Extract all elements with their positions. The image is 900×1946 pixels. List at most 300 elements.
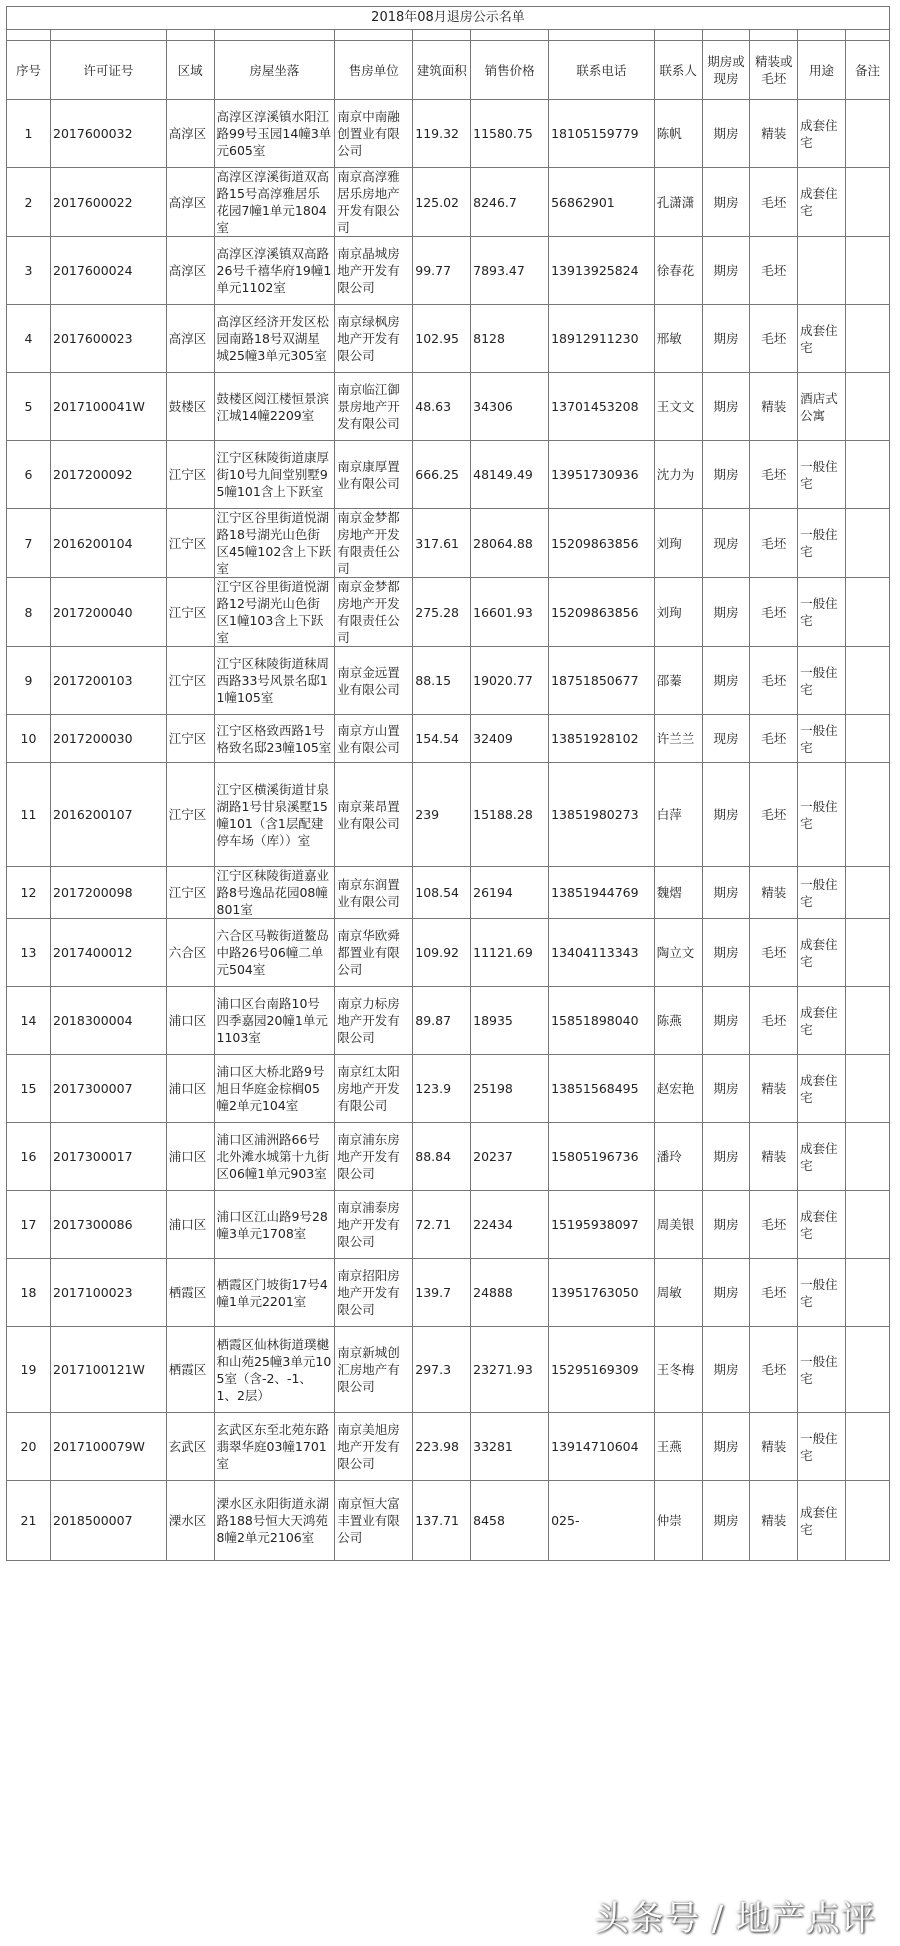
cell-area: 108.54 [413, 867, 471, 919]
cell-use: 成套住宅 [798, 100, 846, 168]
cell-permit: 2017100079W [51, 1413, 167, 1481]
cell-area: 48.63 [413, 373, 471, 441]
cell-finish: 毛坯 [750, 715, 798, 763]
cell-finish: 毛坯 [750, 441, 798, 509]
cell-no: 16 [7, 1123, 51, 1191]
cell-contact: 沈力为 [654, 441, 702, 509]
cell-finish: 毛坯 [750, 237, 798, 305]
cell-district: 栖霞区 [166, 1259, 214, 1327]
header-cell: 联系人 [654, 41, 702, 100]
cell-no: 2 [7, 168, 51, 237]
cell-note [845, 919, 889, 987]
cell-address: 溧水区永阳街道永湖路188号恒大天鸿苑8幢2单元2106室 [214, 1481, 335, 1561]
cell-seller: 南京莱昂置业有限公司 [335, 763, 413, 867]
cell-permit: 2017200098 [51, 867, 167, 919]
table-row [7, 647, 890, 715]
cell-contact: 邵蓁 [654, 647, 702, 715]
cell-district: 六合区 [166, 919, 214, 987]
cell-district: 浦口区 [166, 1055, 214, 1123]
cell-permit: 2016200104 [51, 509, 167, 578]
cell-no: 5 [7, 373, 51, 441]
cell-price: 18935 [471, 987, 549, 1055]
cell-note [845, 1481, 889, 1561]
cell-no: 11 [7, 763, 51, 867]
cell-price: 22434 [471, 1191, 549, 1259]
cell-address: 浦口区浦洲路66号北外滩水城第十九街区06幢1单元903室 [214, 1123, 335, 1191]
cell-address: 江宁区谷里街道悦湖路12号湖光山色街区1幢103含上下跃室 [214, 578, 335, 647]
cell-price: 8458 [471, 1481, 549, 1561]
cell-status: 期房 [702, 647, 750, 715]
cell-address: 浦口区大桥北路9号旭日华庭金棕榈05幢2单元104室 [214, 1055, 335, 1123]
cell-status: 期房 [702, 237, 750, 305]
cell-area: 119.32 [413, 100, 471, 168]
cell-phone: 13851568495 [549, 1055, 655, 1123]
table-row [7, 763, 890, 867]
cell-finish: 毛坯 [750, 919, 798, 987]
header-cell: 用途 [798, 41, 846, 100]
table-row [7, 168, 890, 237]
cell-no: 7 [7, 509, 51, 578]
cell-permit: 2017200030 [51, 715, 167, 763]
cell-area: 137.71 [413, 1481, 471, 1561]
cell-district: 浦口区 [166, 987, 214, 1055]
cell-finish: 毛坯 [750, 578, 798, 647]
cell-phone: 13914710604 [549, 1413, 655, 1481]
cell-seller: 南京美旭房地产开发有限公司 [335, 1413, 413, 1481]
cell-note [845, 1259, 889, 1327]
cell-no: 19 [7, 1327, 51, 1413]
cell-seller: 南京力标房地产开发有限公司 [335, 987, 413, 1055]
cell-contact: 周美银 [654, 1191, 702, 1259]
cell-district: 高淳区 [166, 168, 214, 237]
cell-address: 江宁区横溪街道甘泉湖路1号甘泉溪墅15幢101（含1层配建停车场（库））室 [214, 763, 335, 867]
cell-no: 4 [7, 305, 51, 373]
cell-seller: 南京红太阳房地产开发有限公司 [335, 1055, 413, 1123]
cell-use: 成套住宅 [798, 1191, 846, 1259]
cell-phone: 56862901 [549, 168, 655, 237]
table-row [7, 1413, 890, 1481]
cell-address: 六合区马鞍街道鳌岛中路26号06幢二单元504室 [214, 919, 335, 987]
cell-use: 一般住宅 [798, 1327, 846, 1413]
cell-status: 期房 [702, 1191, 750, 1259]
cell-address: 江宁区秣陵街道康厚街10号九间堂别墅95幢101含上下跃室 [214, 441, 335, 509]
cell-district: 高淳区 [166, 237, 214, 305]
cell-use: 成套住宅 [798, 305, 846, 373]
header-cell: 销售价格 [471, 41, 549, 100]
cell-no: 15 [7, 1055, 51, 1123]
cell-area: 88.15 [413, 647, 471, 715]
table-row [7, 715, 890, 763]
cell-no: 9 [7, 647, 51, 715]
cell-seller: 南京临江御景房地产开发有限公司 [335, 373, 413, 441]
cell-permit: 2017100023 [51, 1259, 167, 1327]
cell-finish: 毛坯 [750, 305, 798, 373]
table-row [7, 373, 890, 441]
cell-use: 成套住宅 [798, 168, 846, 237]
cell-note [845, 305, 889, 373]
table-row [7, 305, 890, 373]
cell-use: 成套住宅 [798, 1481, 846, 1561]
header-cell: 区域 [166, 41, 214, 100]
cell-status: 期房 [702, 1481, 750, 1561]
cell-phone: 15805196736 [549, 1123, 655, 1191]
cell-phone: 15195938097 [549, 1191, 655, 1259]
header-cell: 售房单位 [335, 41, 413, 100]
cell-note [845, 1413, 889, 1481]
cell-district: 江宁区 [166, 441, 214, 509]
cell-use: 成套住宅 [798, 919, 846, 987]
cell-price: 7893.47 [471, 237, 549, 305]
cell-use: 酒店式公寓 [798, 373, 846, 441]
cell-permit: 2017600024 [51, 237, 167, 305]
cell-no: 1 [7, 100, 51, 168]
cell-finish: 毛坯 [750, 509, 798, 578]
cell-price: 24888 [471, 1259, 549, 1327]
cell-contact: 刘珣 [654, 509, 702, 578]
cell-area: 297.3 [413, 1327, 471, 1413]
cell-phone: 18751850677 [549, 647, 655, 715]
cell-contact: 周敏 [654, 1259, 702, 1327]
cell-finish: 毛坯 [750, 168, 798, 237]
cell-note [845, 715, 889, 763]
cell-finish: 精装 [750, 1123, 798, 1191]
table-row [7, 509, 890, 578]
cell-finish: 精装 [750, 1055, 798, 1123]
cell-note [845, 578, 889, 647]
header-cell: 期房或现房 [702, 41, 750, 100]
header-cell: 许可证号 [51, 41, 167, 100]
cell-use: 一般住宅 [798, 647, 846, 715]
cell-area: 666.25 [413, 441, 471, 509]
cell-use: 一般住宅 [798, 1259, 846, 1327]
cell-contact: 白萍 [654, 763, 702, 867]
table-row [7, 1055, 890, 1123]
cell-permit: 2017300017 [51, 1123, 167, 1191]
cell-phone: 13851944769 [549, 867, 655, 919]
cell-finish: 毛坯 [750, 647, 798, 715]
cell-area: 99.77 [413, 237, 471, 305]
cell-district: 江宁区 [166, 763, 214, 867]
cell-district: 浦口区 [166, 1123, 214, 1191]
cell-finish: 精装 [750, 1481, 798, 1561]
cell-price: 8128 [471, 305, 549, 373]
cell-permit: 2017300007 [51, 1055, 167, 1123]
cell-status: 期房 [702, 100, 750, 168]
cell-seller: 南京方山置业有限公司 [335, 715, 413, 763]
cell-contact: 魏熠 [654, 867, 702, 919]
cell-status: 期房 [702, 867, 750, 919]
cell-note [845, 1055, 889, 1123]
watermark: 头条号 / 地产点评 [594, 1899, 876, 1939]
table-row [7, 1481, 890, 1561]
cell-permit: 2017200040 [51, 578, 167, 647]
cell-price: 15188.28 [471, 763, 549, 867]
cell-seller: 南京东润置业有限公司 [335, 867, 413, 919]
table-row [7, 441, 890, 509]
cell-price: 33281 [471, 1413, 549, 1481]
cell-seller: 南京金梦都房地产开发有限责任公司 [335, 578, 413, 647]
cell-phone: 13913925824 [549, 237, 655, 305]
cell-permit: 2017200092 [51, 441, 167, 509]
cell-seller: 南京康厚置业有限公司 [335, 441, 413, 509]
table-row [7, 100, 890, 168]
table-row [7, 987, 890, 1055]
cell-note [845, 100, 889, 168]
cell-status: 期房 [702, 987, 750, 1055]
cell-price: 8246.7 [471, 168, 549, 237]
cell-address: 玄武区东至北苑东路翡翠华庭03幢1701室 [214, 1413, 335, 1481]
document-sheet [6, 6, 890, 1561]
cell-finish: 毛坯 [750, 1327, 798, 1413]
cell-phone: 15209863856 [549, 509, 655, 578]
cell-phone: 13951730936 [549, 441, 655, 509]
cell-seller: 南京恒大富丰置业有限公司 [335, 1481, 413, 1561]
cell-address: 高淳区经济开发区松园南路18号双湖星城25幢3单元305室 [214, 305, 335, 373]
cell-finish: 精装 [750, 373, 798, 441]
cell-area: 109.92 [413, 919, 471, 987]
cell-area: 223.98 [413, 1413, 471, 1481]
cell-use: 一般住宅 [798, 867, 846, 919]
cell-status: 期房 [702, 1055, 750, 1123]
cell-note [845, 647, 889, 715]
header-cell: 建筑面积 [413, 41, 471, 100]
cell-permit: 2017600023 [51, 305, 167, 373]
cell-status: 期房 [702, 1413, 750, 1481]
cell-price: 34306 [471, 373, 549, 441]
cell-no: 12 [7, 867, 51, 919]
cell-address: 栖霞区门坡街17号4幢1单元2201室 [214, 1259, 335, 1327]
cell-note [845, 237, 889, 305]
cell-area: 154.54 [413, 715, 471, 763]
table-row [7, 919, 890, 987]
header-cell: 备注 [845, 41, 889, 100]
cell-status: 期房 [702, 168, 750, 237]
cell-district: 高淳区 [166, 100, 214, 168]
cell-status: 期房 [702, 1327, 750, 1413]
cell-status: 期房 [702, 305, 750, 373]
cell-address: 高淳区淳溪镇水阳江路99号玉园14幢3单元605室 [214, 100, 335, 168]
cell-note [845, 1123, 889, 1191]
page-title: 2018年08月退房公示名单 [6, 6, 890, 29]
cell-note [845, 1191, 889, 1259]
cell-seller: 南京高淳雅居乐房地产开发有限公司 [335, 168, 413, 237]
cell-price: 16601.93 [471, 578, 549, 647]
cell-use: 一般住宅 [798, 441, 846, 509]
cell-contact: 王燕 [654, 1413, 702, 1481]
cell-note [845, 509, 889, 578]
cell-seller: 南京金梦都房地产开发有限责任公司 [335, 509, 413, 578]
cell-phone: 13701453208 [549, 373, 655, 441]
cell-price: 11121.69 [471, 919, 549, 987]
cell-finish: 毛坯 [750, 763, 798, 867]
cell-address: 栖霞区仙林街道璞樾和山苑25幢3单元105室（含-2、-1、1、2层） [214, 1327, 335, 1413]
table-row [7, 1123, 890, 1191]
cell-seller: 南京绿枫房地产开发有限公司 [335, 305, 413, 373]
cell-status: 期房 [702, 763, 750, 867]
table-row [7, 1191, 890, 1259]
table-row [7, 1259, 890, 1327]
cell-address: 高淳区淳溪镇双高路26号千禧华府19幢1单元1102室 [214, 237, 335, 305]
cell-area: 102.95 [413, 305, 471, 373]
cell-address: 江宁区谷里街道悦湖路18号湖光山色街区45幢102含上下跃室 [214, 509, 335, 578]
cell-no: 14 [7, 987, 51, 1055]
cell-address: 高淳区淳溪街道双高路15号高淳雅居乐花园7幢1单元1804室 [214, 168, 335, 237]
cell-area: 125.02 [413, 168, 471, 237]
cell-district: 高淳区 [166, 305, 214, 373]
cell-district: 江宁区 [166, 867, 214, 919]
cell-contact: 陈燕 [654, 987, 702, 1055]
cell-permit: 2017600022 [51, 168, 167, 237]
cell-use: 成套住宅 [798, 1123, 846, 1191]
cell-use: 一般住宅 [798, 763, 846, 867]
cell-permit: 2017300086 [51, 1191, 167, 1259]
cell-use: 一般住宅 [798, 509, 846, 578]
cell-permit: 2018300004 [51, 987, 167, 1055]
table-row [7, 867, 890, 919]
cell-note [845, 1327, 889, 1413]
cell-district: 江宁区 [166, 509, 214, 578]
cell-phone: 13951763050 [549, 1259, 655, 1327]
cell-phone: 15851898040 [549, 987, 655, 1055]
cell-use: 成套住宅 [798, 987, 846, 1055]
cell-status: 期房 [702, 1259, 750, 1327]
cell-seller: 南京金远置业有限公司 [335, 647, 413, 715]
cell-permit: 2017600032 [51, 100, 167, 168]
cell-use: 一般住宅 [798, 578, 846, 647]
table-row [7, 1327, 890, 1413]
cell-area: 123.9 [413, 1055, 471, 1123]
cell-phone: 18105159779 [549, 100, 655, 168]
cell-phone: 15209863856 [549, 578, 655, 647]
cell-contact: 许兰兰 [654, 715, 702, 763]
cell-use: 成套住宅 [798, 1055, 846, 1123]
cell-finish: 毛坯 [750, 987, 798, 1055]
cell-note [845, 987, 889, 1055]
cell-seller: 南京浦东房地产开发有限公司 [335, 1123, 413, 1191]
cell-seller: 南京招阳房地产开发有限公司 [335, 1259, 413, 1327]
cell-area: 239 [413, 763, 471, 867]
cell-contact: 邢敏 [654, 305, 702, 373]
cell-price: 32409 [471, 715, 549, 763]
cell-use [798, 237, 846, 305]
cell-phone: 15295169309 [549, 1327, 655, 1413]
cell-contact: 赵宏艳 [654, 1055, 702, 1123]
cell-note [845, 168, 889, 237]
header-cell: 精装或毛坯 [750, 41, 798, 100]
cell-phone: 13851980273 [549, 763, 655, 867]
cell-no: 18 [7, 1259, 51, 1327]
refund-table [6, 29, 890, 1561]
cell-note [845, 763, 889, 867]
cell-permit: 2017100041W [51, 373, 167, 441]
cell-use: 一般住宅 [798, 1413, 846, 1481]
cell-area: 139.7 [413, 1259, 471, 1327]
cell-phone: 025- [549, 1481, 655, 1561]
cell-permit: 2017100121W [51, 1327, 167, 1413]
cell-address: 江宁区格致西路1号格致名邸23幢105室 [214, 715, 335, 763]
cell-no: 3 [7, 237, 51, 305]
cell-price: 28064.88 [471, 509, 549, 578]
cell-price: 19020.77 [471, 647, 549, 715]
cell-contact: 徐春花 [654, 237, 702, 305]
cell-contact: 仲崇 [654, 1481, 702, 1561]
cell-contact: 陈帆 [654, 100, 702, 168]
cell-use: 一般住宅 [798, 715, 846, 763]
cell-district: 江宁区 [166, 715, 214, 763]
cell-seller: 南京浦泰房地产开发有限公司 [335, 1191, 413, 1259]
cell-address: 江宁区秣陵街道嘉业路8号逸品花园08幢801室 [214, 867, 335, 919]
cell-permit: 2017200103 [51, 647, 167, 715]
table-row [7, 578, 890, 647]
cell-no: 6 [7, 441, 51, 509]
cell-status: 期房 [702, 919, 750, 987]
cell-status: 期房 [702, 1123, 750, 1191]
cell-status: 期房 [702, 441, 750, 509]
cell-address: 浦口区台南路10号四季嘉园20幢1单元1103室 [214, 987, 335, 1055]
cell-status: 现房 [702, 715, 750, 763]
cell-seller: 南京华欧舜都置业有限公司 [335, 919, 413, 987]
cell-phone: 13404113343 [549, 919, 655, 987]
cell-seller: 南京新城创汇房地产有限公司 [335, 1327, 413, 1413]
cell-phone: 13851928102 [549, 715, 655, 763]
cell-price: 11580.75 [471, 100, 549, 168]
cell-address: 浦口区江山路9号28幢3单元1708室 [214, 1191, 335, 1259]
cell-district: 鼓楼区 [166, 373, 214, 441]
cell-district: 江宁区 [166, 578, 214, 647]
header-cell: 序号 [7, 41, 51, 100]
cell-seller: 南京中南融创置业有限公司 [335, 100, 413, 168]
cell-price: 25198 [471, 1055, 549, 1123]
cell-status: 期房 [702, 578, 750, 647]
cell-contact: 潘玲 [654, 1123, 702, 1191]
cell-no: 13 [7, 919, 51, 987]
cell-finish: 毛坯 [750, 1259, 798, 1327]
cell-permit: 2016200107 [51, 763, 167, 867]
table-header [7, 41, 890, 100]
cell-no: 20 [7, 1413, 51, 1481]
cell-seller: 南京晶城房地产开发有限公司 [335, 237, 413, 305]
cell-area: 317.61 [413, 509, 471, 578]
cell-contact: 刘珣 [654, 578, 702, 647]
cell-address: 鼓楼区阅江楼恒景滨江城14幢2209室 [214, 373, 335, 441]
cell-finish: 精装 [750, 1413, 798, 1481]
cell-district: 栖霞区 [166, 1327, 214, 1413]
cell-note [845, 373, 889, 441]
cell-price: 48149.49 [471, 441, 549, 509]
cell-finish: 毛坯 [750, 1191, 798, 1259]
cell-no: 21 [7, 1481, 51, 1561]
cell-district: 浦口区 [166, 1191, 214, 1259]
table-row [7, 237, 890, 305]
cell-price: 23271.93 [471, 1327, 549, 1413]
cell-finish: 精装 [750, 867, 798, 919]
cell-no: 17 [7, 1191, 51, 1259]
cell-permit: 2017400012 [51, 919, 167, 987]
cell-contact: 孔潇潇 [654, 168, 702, 237]
cell-address: 江宁区秣陵街道秣周西路33号风景名邸11幢105室 [214, 647, 335, 715]
cell-finish: 精装 [750, 100, 798, 168]
cell-no: 8 [7, 578, 51, 647]
cell-district: 玄武区 [166, 1413, 214, 1481]
cell-contact: 王文文 [654, 373, 702, 441]
cell-phone: 18912911230 [549, 305, 655, 373]
cell-area: 72.71 [413, 1191, 471, 1259]
cell-contact: 王冬梅 [654, 1327, 702, 1413]
header-cell: 房屋坐落 [214, 41, 335, 100]
cell-area: 89.87 [413, 987, 471, 1055]
cell-area: 275.28 [413, 578, 471, 647]
cell-contact: 陶立文 [654, 919, 702, 987]
